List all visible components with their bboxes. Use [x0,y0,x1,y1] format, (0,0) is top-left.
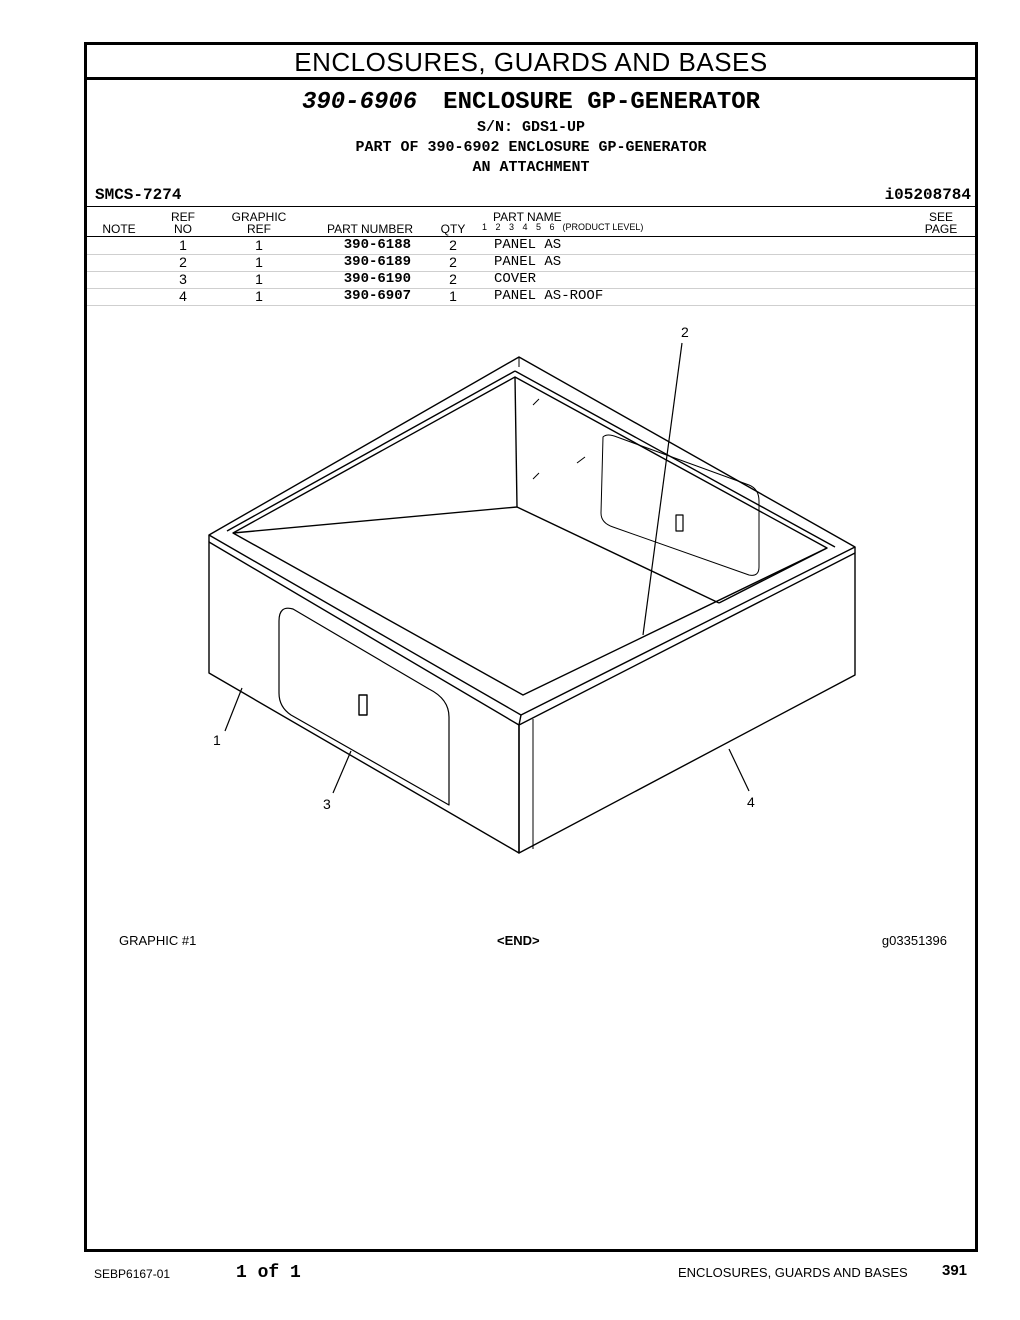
col-qty: QTY [440,222,466,236]
part-name: PANEL AS [494,237,562,253]
callout-label: 2 [681,324,689,340]
enclosure-top-rim [209,357,855,715]
graphic-ref: 1 [255,288,263,304]
part-number[interactable]: 390-6189 [343,254,411,270]
ref-no: 3 [179,271,187,287]
quantity: 2 [449,271,457,287]
enclosure-inner-opening [233,377,827,695]
graphic-label: GRAPHIC #1 [119,933,197,948]
cover-slot [359,695,367,715]
graphic-id: g03351396 [881,933,947,948]
part-name: PANEL AS [494,254,562,270]
footer-doc-number: SEBP6167-01 [94,1267,171,1281]
callout-label: 3 [323,796,331,812]
part-number[interactable]: 390-6190 [343,271,411,287]
level-numbers: 1 2 3 4 5 6 [482,222,555,232]
part-title-heading: ENCLOSURE GP-GENERATOR [443,89,761,116]
col-part-name: PART NAME [493,210,562,224]
col-ref-top: REF [171,210,195,224]
part-number-heading: 390-6906 [301,89,418,116]
graphic-ref: 1 [255,237,263,253]
section-title: ENCLOSURES, GUARDS AND BASES [87,45,975,80]
callout-4-leader [729,749,749,791]
ref-no: 1 [179,237,187,253]
graphic-ref: 1 [255,271,263,287]
quantity: 2 [449,237,457,253]
footer-page-of: 1 of 1 [236,1263,301,1283]
part-number[interactable]: 390-6907 [343,288,411,304]
graphic-ref: 1 [255,254,263,270]
col-part-number: PART NUMBER [326,222,413,236]
page-frame [84,42,978,1252]
callout-1-leader [225,688,242,731]
far-panel-slot [676,515,683,531]
enclosure-drawing [87,45,975,925]
ref-no: 4 [179,288,187,304]
callout-label: 4 [747,794,755,810]
col-graphic-bottom: REF [247,222,271,236]
end-marker: <END> [497,933,540,948]
front-right-face [519,553,855,853]
part-name: PANEL AS-ROOF [494,288,604,304]
front-left-face [209,542,519,853]
callout-3-leader [333,751,351,793]
part-of-line: PART OF 390-6902 ENCLOSURE GP-GENERATOR [355,139,707,156]
col-graphic-top: GRAPHIC [231,210,287,224]
attachment-line: AN ATTACHMENT [472,159,590,176]
part-name: COVER [494,271,537,287]
callout-label: 1 [213,732,221,748]
far-wall-panel [601,435,759,575]
front-cover [279,608,449,805]
smcs-code: SMCS-7274 [95,186,182,204]
col-see-top: SEE [928,210,953,224]
illustration-id: i05208784 [884,186,971,204]
part-number[interactable]: 390-6188 [343,237,411,253]
quantity: 2 [449,254,457,270]
col-note: NOTE [102,222,136,236]
quantity: 1 [449,288,457,304]
footer-page-number: 391 [942,1262,968,1279]
ref-no: 2 [179,254,187,270]
col-ref-bottom: NO [174,222,192,236]
col-see-bottom: PAGE [924,222,958,236]
serial-number: S/N: GDS1-UP [476,119,586,136]
footer-section: ENCLOSURES, GUARDS AND BASES [678,1265,908,1280]
product-level-label: (PRODUCT LEVEL) [562,222,644,232]
callout-2-leader [643,343,682,635]
